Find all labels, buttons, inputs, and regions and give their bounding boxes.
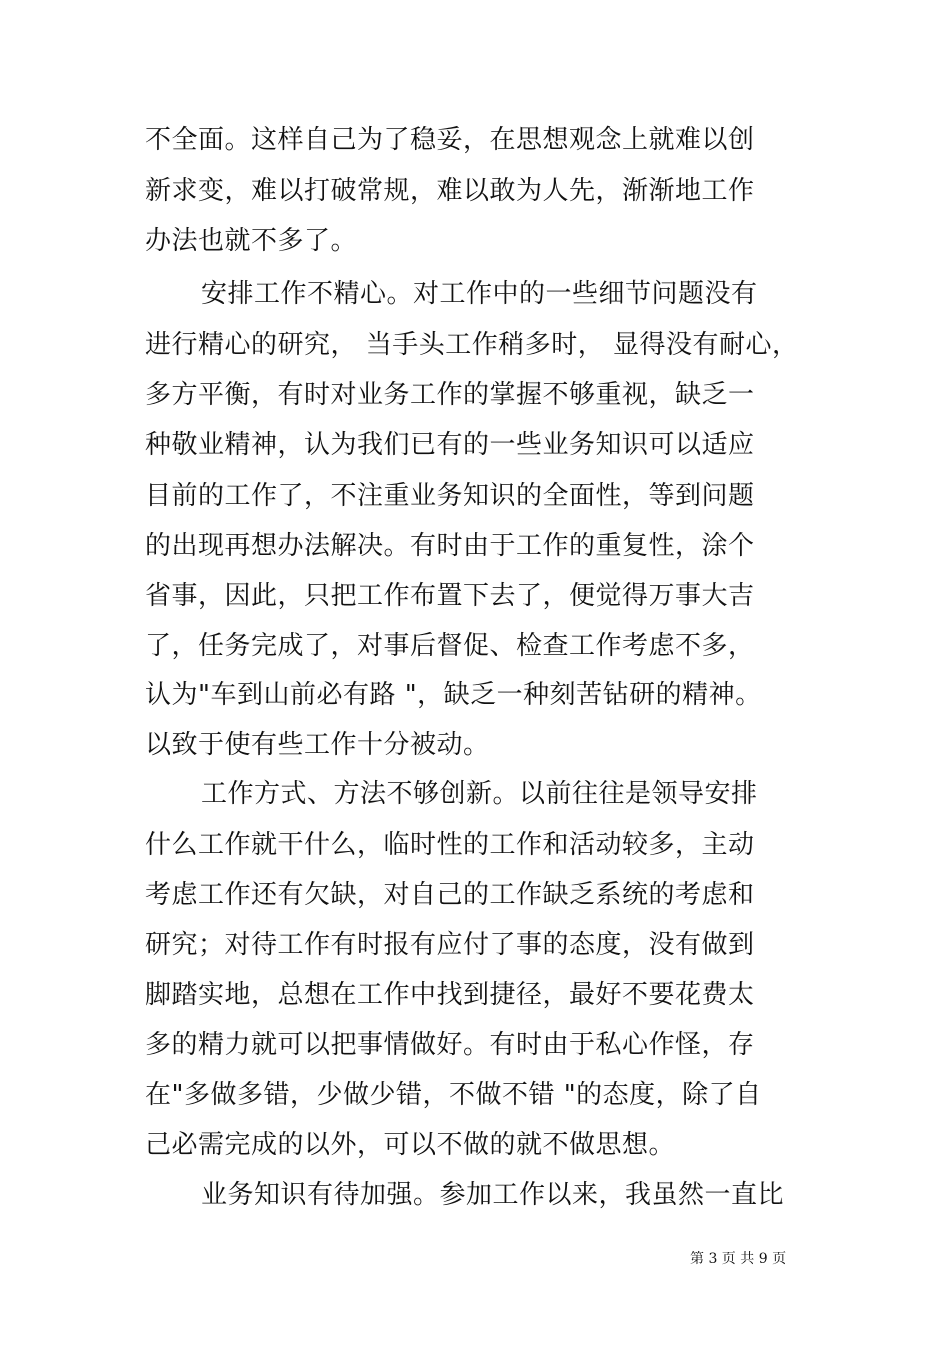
paragraph-heading-line: 安排工作不精心。对工作中的一些细节问题没有 — [201, 279, 758, 309]
text-line: 多的精力就可以把事情做好。有时由于私心作怪，存 — [145, 1030, 755, 1060]
text-line: 办法也就不多了。 — [145, 226, 358, 256]
text-line: 目前的工作了，不注重业务知识的全面性，等到问题 — [145, 481, 755, 511]
text-line: 多方平衡，有时对业务工作的掌握不够重视，缺乏一 — [145, 380, 755, 410]
page-number-footer: 第 3 页 共 9 页 — [690, 1251, 787, 1267]
text-line: 己必需完成的以外，可以不做的就不做思想。 — [145, 1130, 676, 1160]
text-line: 研究；对待工作有时报有应付了事的态度，没有做到 — [145, 930, 755, 960]
text-line: 的出现再想办法解决。有时由于工作的重复性，涂个 — [145, 531, 755, 561]
text-line: 省事，因此，只把工作布置下去了，便觉得万事大吉 — [145, 581, 755, 611]
text-line: 以致于使有些工作十分被动。 — [145, 730, 490, 760]
text-line: 进行精心的研究， 当手头工作稍多时， 显得没有耐心， — [145, 330, 799, 360]
text-line: 种敬业精神，认为我们已有的一些业务知识可以适应 — [145, 430, 755, 460]
paragraph-heading-line: 工作方式、方法不够创新。以前往往是领导安排 — [201, 779, 758, 809]
text-line: 了，任务完成了，对事后督促、检查工作考虑不多， — [145, 631, 755, 661]
paragraph-heading-line: 业务知识有待加强。参加工作以来，我虽然一直比 — [201, 1180, 785, 1210]
text-line: 不全面。这样自己为了稳妥，在思想观念上就难以创 — [145, 125, 755, 155]
text-line: 脚踏实地，总想在工作中找到捷径，最好不要花费太 — [145, 980, 755, 1010]
text-line: 考虑工作还有欠缺，对自己的工作缺乏系统的考虑和 — [145, 880, 755, 910]
text-line: 新求变，难以打破常规，难以敢为人先，渐渐地工作 — [145, 176, 755, 206]
text-line: 认为"车到山前必有路 "，缺乏一种刻苦钻研的精神。 — [145, 680, 762, 710]
text-line: 在"多做多错，少做少错，不做不错 "的态度，除了自 — [145, 1080, 762, 1110]
text-line: 什么工作就干什么，临时性的工作和活动较多，主动 — [145, 830, 755, 860]
